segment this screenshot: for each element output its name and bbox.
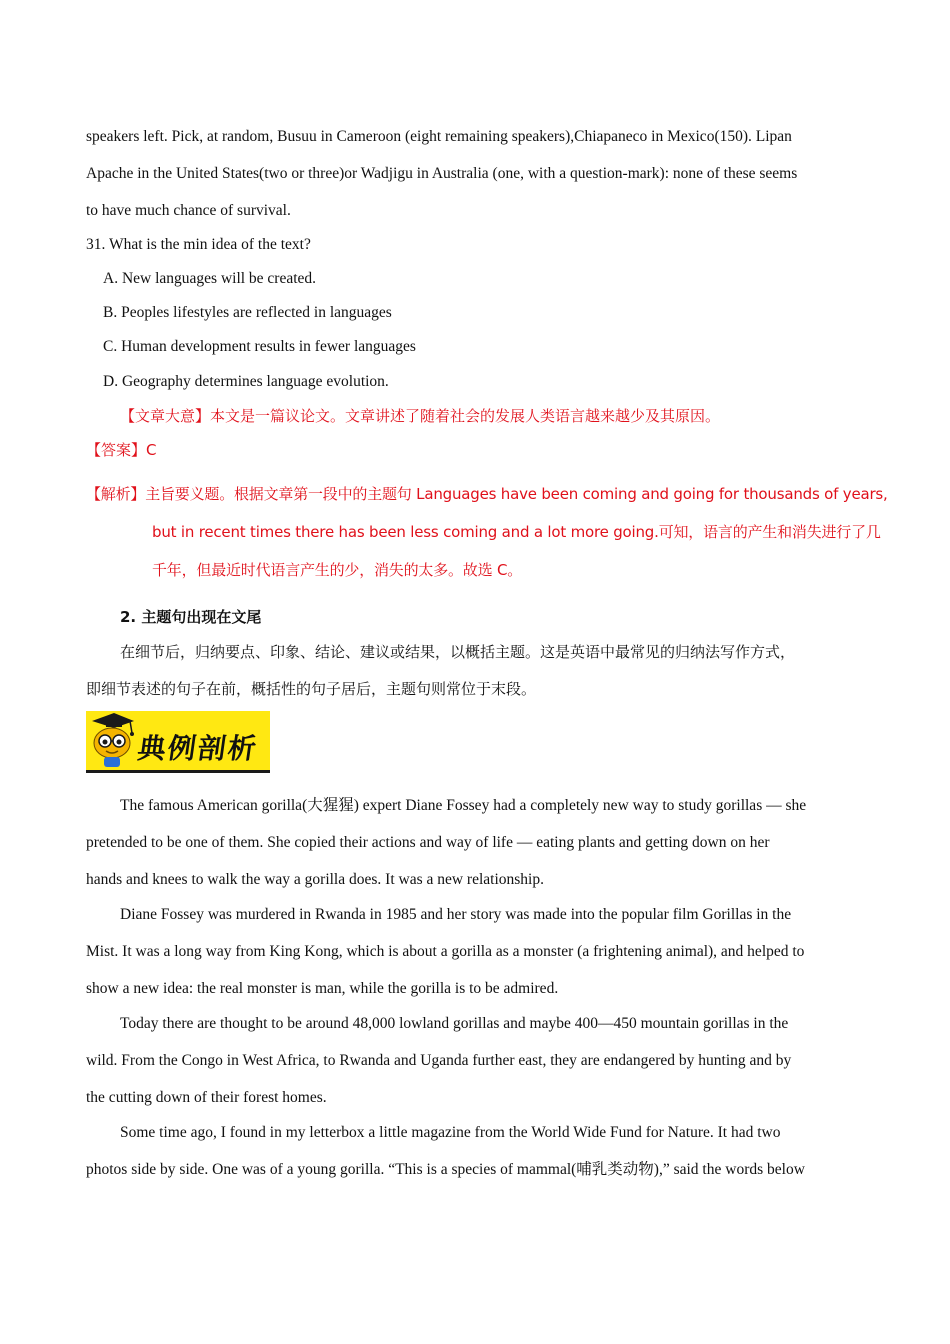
- analysis-line-3: 千年，但最近时代语言产生的少，消失的太多。故选 C。: [152, 561, 523, 579]
- summary: 【文章大意】本文是一篇议论文。文章讲述了随着社会的发展人类语言越来越少及其原因。: [120, 407, 721, 425]
- article-line-4: Diane Fossey was murdered in Rwanda in 1985 and her story was made into the popular film Gorillas in the: [120, 906, 792, 923]
- article-line-11: photos side by side. One was of a young gorilla. “This is a species of mammal(哺乳类动物),” said the words below: [86, 1161, 805, 1178]
- article-line-2: pretended to be one of them. She copied their actions and way of life — eating plants and getting down on her: [86, 834, 770, 851]
- analysis-line-1: 【解析】主旨要义题。根据文章第一段中的主题句 Languages have been coming and going for thousands of years,: [86, 485, 888, 503]
- article-line-1: The famous American gorilla(大猩猩) expert Diane Fossey had a completely new way to study gorillas — she: [120, 797, 807, 814]
- option-a: A. New languages will be created.: [103, 270, 317, 287]
- passage-line-3: to have much chance of survival.: [86, 202, 291, 219]
- banner-title: 典例剖析: [135, 732, 261, 765]
- analysis-line-2: but in recent times there has been less coming and a lot more going.可知，语言的产生和消失进行了几: [152, 523, 881, 541]
- article-line-10: Some time ago, I found in my letterbox a little magazine from the World Wide Fund for Nature. It had two: [120, 1124, 781, 1141]
- question-stem: 31. What is the min idea of the text?: [86, 236, 311, 253]
- mascot-icon: [86, 711, 136, 769]
- article-line-5: Mist. It was a long way from King Kong, which is about a gorilla as a monster (a frightening animal), and helped to: [86, 943, 805, 960]
- section-text-1: 在细节后，归纳要点、印象、结论、建议或结果，以概括主题。这是英语中最常见的归纳法写作方式，: [120, 643, 796, 661]
- passage-line-1: speakers left. Pick, at random, Busuu in Cameroon (eight remaining speakers),Chiapaneco in Mexico(150). Lipan: [86, 128, 792, 145]
- article-line-9: the cutting down of their forest homes.: [86, 1089, 327, 1106]
- article-line-6: show a new idea: the real monster is man, while the gorilla is to be admired.: [86, 980, 559, 997]
- passage-line-2: Apache in the United States(two or three)or Wadjigu in Australia (one, with a question-mark): none of these seems: [86, 165, 798, 182]
- section-heading: 2. 主题句出现在文尾: [120, 608, 262, 626]
- option-b: B. Peoples lifestyles are reflected in languages: [103, 304, 392, 321]
- article-line-8: wild. From the Congo in West Africa, to Rwanda and Uganda further east, they are endangered by hunting and by: [86, 1052, 792, 1069]
- option-c: C. Human development results in fewer languages: [103, 338, 416, 355]
- option-d: D. Geography determines language evolution.: [103, 373, 389, 390]
- article-line-3: hands and knees to walk the way a gorilla does. It was a new relationship.: [86, 871, 544, 888]
- section-text-2: 即细节表述的句子在前，概括性的句子居后，主题句则常位于末段。: [86, 680, 537, 698]
- example-banner: [86, 711, 270, 773]
- answer: 【答案】C: [86, 441, 157, 459]
- article-line-7: Today there are thought to be around 48,000 lowland gorillas and maybe 400—450 mountain gorillas in the: [120, 1015, 789, 1032]
